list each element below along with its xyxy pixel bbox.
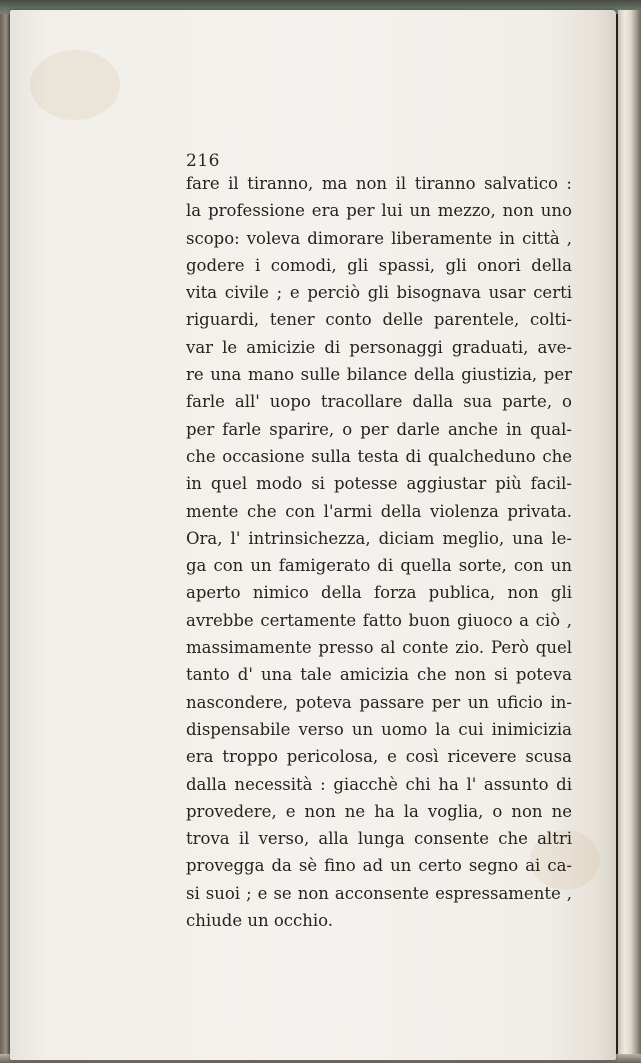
text-line: provegga da sè fino ad un certo segno ai ca- — [186, 856, 572, 876]
text-line: era troppo pericolosa, e così ricevere scusa — [186, 747, 572, 767]
text-line: var le amicizie di personaggi graduati, ave- — [186, 337, 572, 357]
text-line: dalla necessità : giacchè chi ha l' assunto di — [186, 774, 572, 794]
text-line: scopo: voleva dimorare liberamente in città , — [186, 228, 572, 248]
text-line: aperto nimico della forza publica, non gli — [186, 583, 572, 603]
text-line: massimamente presso al conte zio. Però quel — [186, 638, 572, 658]
page-stack-edge — [618, 10, 641, 1063]
text-line: farle all' uopo tracollare dalla sua parte, o — [186, 392, 572, 412]
text-line: si suoi ; e se non acconsente espressamente , — [186, 883, 572, 903]
text-line: avrebbe certamente fatto buon giuoco a ciò , — [186, 610, 572, 630]
text-line: Ora, l' intrinsichezza, diciam meglio, una le- — [186, 528, 572, 548]
text-line: riguardi, tener conto delle parentele, colti- — [186, 310, 572, 330]
text-line: godere i comodi, gli spassi, gli onori della — [186, 255, 572, 275]
page-number: 216 — [186, 151, 220, 171]
text-line: per farle sparire, o per darle anche in qual- — [186, 419, 572, 439]
text-line: che occasione sulla testa di qualcheduno che — [186, 446, 572, 466]
text-line: chiude un occhio. — [186, 911, 334, 931]
body-text — [186, 170, 572, 934]
text-line: fare il tiranno, ma non il tiranno salvatico : — [186, 174, 572, 193]
text-line: dispensabile verso un uomo la cui inimicizia — [186, 719, 572, 739]
text-line: trova il verso, alla lunga consente che altri — [186, 829, 572, 849]
paper-stain — [30, 50, 120, 120]
text-line: vita civile ; e perciò gli bisognava usar certi — [186, 283, 572, 303]
text-line: in quel modo si potesse aggiustar più facil- — [186, 474, 572, 494]
text-line: provedere, e non ne ha la voglia, o non ne — [186, 801, 572, 821]
text-line: re una mano sulle bilance della giustizia, per — [186, 365, 572, 385]
text-line: mente che con l'armi della violenza privata. — [186, 501, 572, 521]
text-line: ga con un famigerato di quella sorte, con un — [186, 556, 572, 576]
text-line: tanto d' una tale amicizia che non si poteva — [186, 665, 572, 685]
text-line: nascondere, poteva passare per un uficio in- — [186, 692, 572, 712]
text-line: la professione era per lui un mezzo, non uno — [186, 201, 572, 221]
